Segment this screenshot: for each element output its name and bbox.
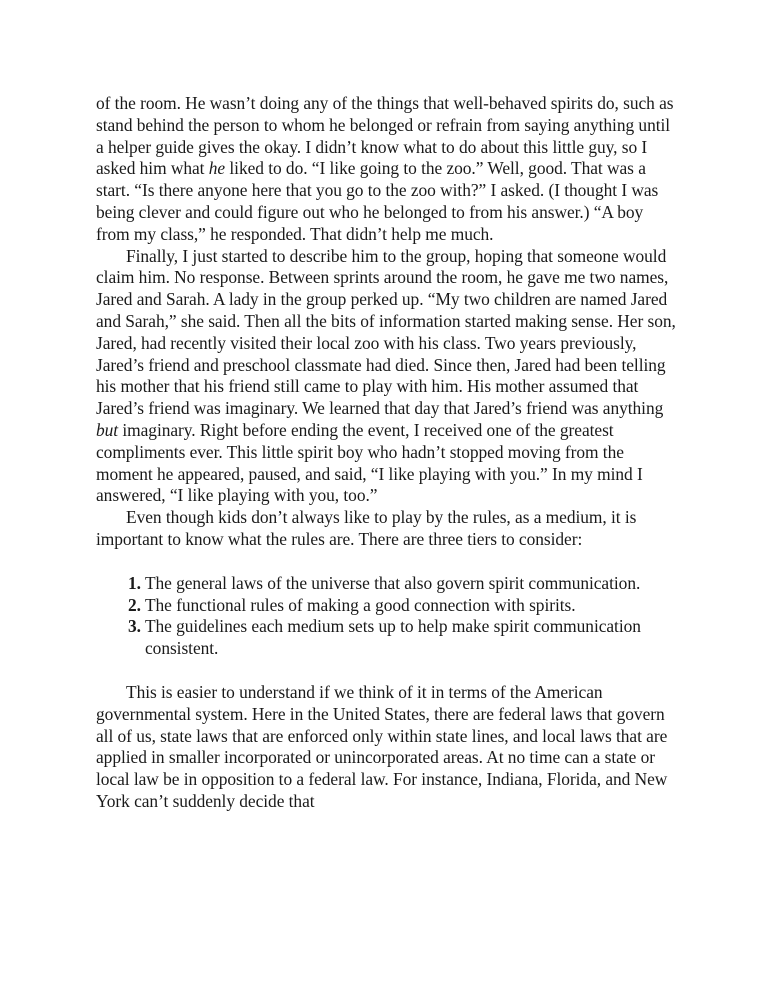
page-body [96, 93, 680, 813]
list-item [128, 573, 680, 595]
list-text: The guidelines each medium sets up to help make spirit communication consistent. [144, 616, 641, 659]
list-text: The functional rules of making a good connection with spirits. [144, 594, 576, 615]
paragraph-jared-sarah [96, 246, 680, 508]
paragraph-text: of the room. He wasn’t doing any of the things that well-behaved spirits do, such as stand behind the person to whom he belonged or refrain from saying anything until a helper guide gives the okay. I didn’t know what to do about this little guy, so I asked him what [96, 93, 674, 179]
paragraph-rules-intro: Even though kids don’t always like to play by the rules, as a medium, it is important to know what the rules are. There are three tiers to consider: [96, 507, 637, 549]
paragraph-text: imaginary. Right before ending the event, I received one of the greatest compliments ever. This little spirit boy who hadn’t stopped moving from the moment he appeared, paused, and said, “I like playing with you.” In my mind I answered, “I like playing with you, too.” [96, 419, 643, 506]
paragraph-government-analogy: This is easier to understand if we think of it in terms of the American governmental system. Here in the United States, there are federal laws that govern all of us, state laws that are enforced only within state lines, and local laws that are applied in smaller incorporated or unincorporated areas. At no time can a state or local law be in opposition to a federal law. For instance, Indiana, Florida, and New York can’t suddenly decide that [96, 681, 668, 811]
list-number: 2. [128, 594, 141, 615]
list-text: The general laws of the universe that also govern spirit communication. [144, 572, 641, 593]
list-item [128, 595, 680, 617]
list-item [128, 616, 680, 660]
paragraph-text: Finally, I just started to describe him to the group, hoping that someone would claim him. No response. Between sprints around the room, he gave me two names, Jared and Sarah. A lady in the group perked up. “My two children are named Jared and Sarah,” she said. Then all the bits of information started making sense. Her son, Jared, had recently visited their local zoo with his class. Two years previously, Jared’s friend and preschool classmate had died. Since then, Jared had been telling his mother that his friend still came to play with him. His mother assumed that Jared’s friend was imaginary. We learned that day that Jared’s friend was anything [96, 245, 676, 419]
emphasis-word: he [208, 158, 226, 179]
tiers-list [96, 573, 680, 660]
list-number: 3. [128, 616, 141, 637]
list-number: 1. [128, 572, 141, 593]
paragraph-text: liked to do. “I like going to the zoo.” Well, good. That was a start. “Is there anyone here that you go to the zoo with?” I asked. (I thought I was being clever and could figure out who he belonged to from his answer.) “A boy from my class,” he responded. That didn’t help me much. [96, 158, 659, 244]
paragraph-zoo-spirit [96, 93, 680, 246]
emphasis-word: but [96, 419, 119, 440]
